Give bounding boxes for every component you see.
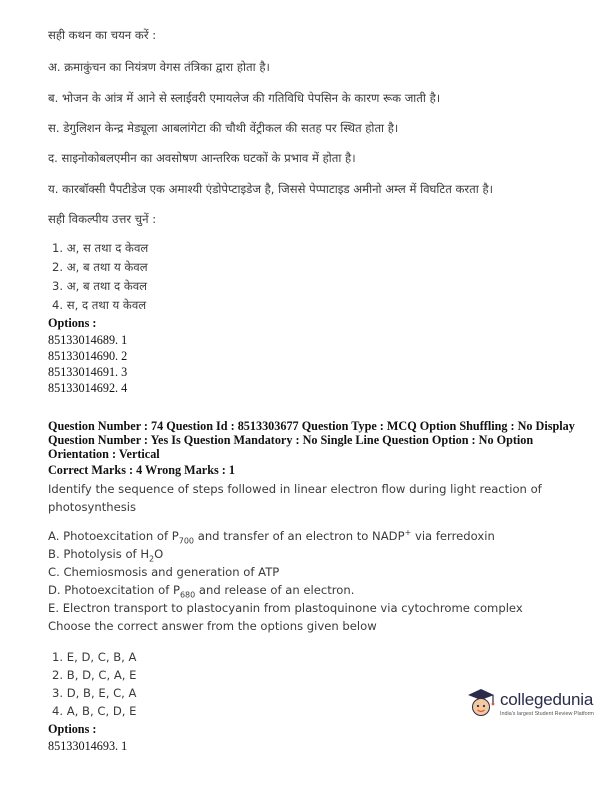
q74-statement-e: E. Electron transport to plastocyanin from plastoquinone via cytochrome complex (48, 601, 523, 615)
q74-meta-line-3: Orientation : Vertical (48, 447, 160, 461)
q74-statement-b: B. Photolysis of $H_2O$ (48, 547, 164, 564)
q73-choice-1: 1. अ, स तथा द केवल (52, 241, 149, 255)
q73-option-id-2: 85133014690. 2 (48, 349, 128, 363)
q74-question-line-2: photosynthesis (48, 500, 137, 514)
q73-option-id-1: 85133014689. 1 (48, 333, 128, 347)
q73-statement-a: अ. क्रमाकुंचन का नियंत्रण वेगस तंत्रिका द्वारा होता है। (48, 60, 270, 74)
logo-wordmark: collegedunia (500, 690, 594, 709)
q74-meta-line-1: Question Number : 74 Question Id : 8513303677 Question Type : MCQ Option Shuffling : No Display (48, 419, 575, 433)
q73-instruction: सही विकल्पीय उत्तर चुनें : (48, 212, 157, 226)
q74-choice-3: 3. D, B, E, C, A (52, 686, 137, 700)
q73-statement-d: द. साइनोकोबलएमीन का अवसोषण आन्तरिक घटकों के प्रभाव में होता है। (48, 151, 356, 165)
q74-choice-1: 1. E, D, C, B, A (52, 650, 137, 664)
q74-option-id-1: 85133014693. 1 (48, 739, 128, 753)
q73-intro: सही कथन का चयन करें : (48, 28, 157, 42)
q74-meta-line-2: Question Number : Yes Is Question Mandatory : No Single Line Question Option : No Option (48, 433, 534, 447)
q74-choice-4: 4. A, B, C, D, E (52, 704, 137, 718)
q74-statement-d: D. Photoexcitation of $P_{680}$ and release of an electron. (48, 583, 355, 600)
collegedunia-logo (464, 680, 604, 726)
q74-statement-a: A. Photoexcitation of $P_{700}$ and transfer of an electron to NADP+ via ferredoxin (48, 528, 495, 546)
q73-statement-b: ब. भोजन के आंत्र में आने से स्लाईवरी एमायलेज की गतिविधि पेपसिन के कारण रूक जाती है। (48, 91, 441, 105)
logo-tagline: India's largest Student Review Platform (500, 711, 594, 717)
q74-options-label: Options : (48, 722, 97, 736)
q73-options-label: Options : (48, 316, 97, 330)
q73-choice-4: 4. स, द तथा य केवल (52, 298, 147, 312)
q74-question-line-1: Identify the sequence of steps followed in linear electron flow during light reaction of (48, 482, 542, 496)
q74-instruction: Choose the correct answer from the options given below (48, 619, 377, 633)
q74-marks: Correct Marks : 4 Wrong Marks : 1 (48, 463, 235, 477)
q74-choice-2: 2. B, D, C, A, E (52, 668, 137, 682)
q73-statement-c: स. डेगुलिशन केन्द्र मेड्यूला आबलांगेटा की चौथी वेंट्रीकल की सतह पर स्थित होता है। (48, 121, 399, 135)
graduate-mascot-icon (464, 684, 498, 724)
q73-choice-3: 3. अ, ब तथा द केवल (52, 279, 148, 293)
q73-choice-2: 2. अ, ब तथा य केवल (52, 260, 148, 274)
q73-option-id-4: 85133014692. 4 (48, 381, 128, 395)
q74-statement-c: C. Chemiosmosis and generation of ATP (48, 565, 280, 579)
q73-option-id-3: 85133014691. 3 (48, 365, 128, 379)
q73-statement-e: य. कारबॉक्सी पैपटीडेज एक अमाश्यी एंडोपेप्टाइडेज है, जिससे पेप्पाटाइड अमीनो अम्ल में विघटित करता है। (48, 182, 494, 196)
